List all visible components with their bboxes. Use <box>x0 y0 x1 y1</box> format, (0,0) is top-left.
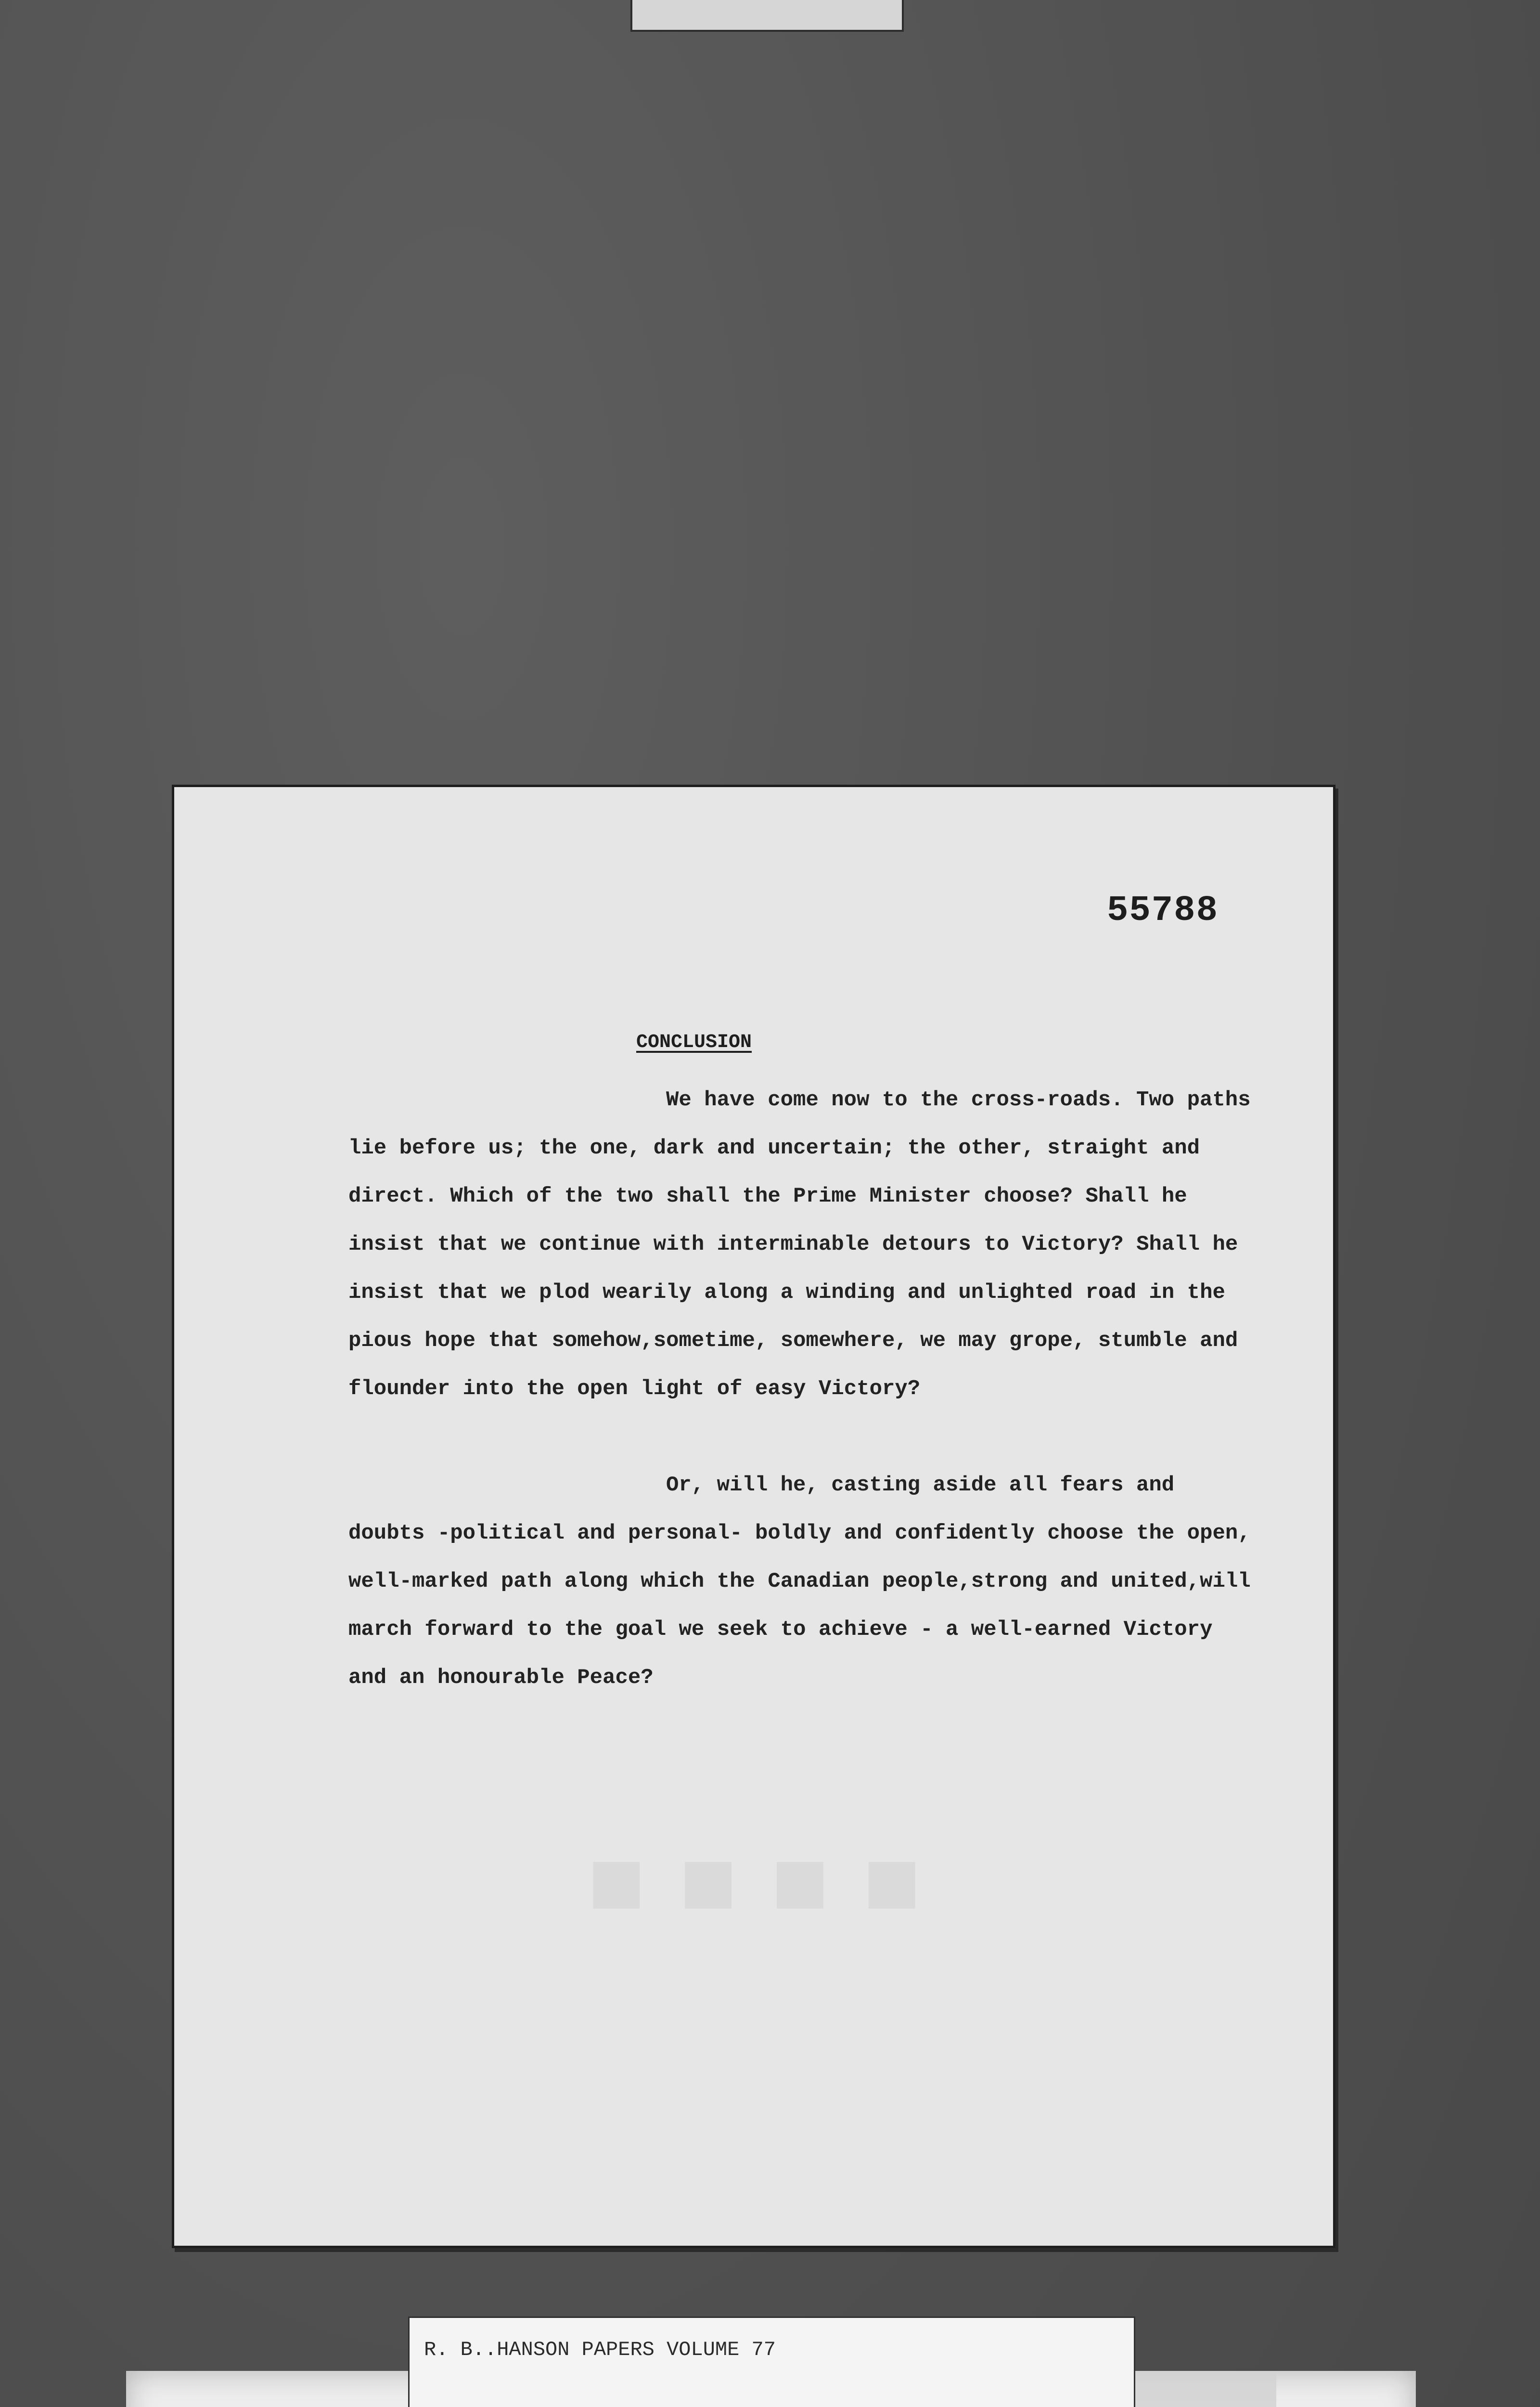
document-page <box>174 787 1333 2246</box>
paper-watermark: ■ ■ ■ ■ <box>582 1829 921 1935</box>
collection-label <box>408 2316 1135 2407</box>
paragraph-2-body: doubts -political and personal- boldly and confidently choose the open, well-marked path along which the Canadian people,strong and united,will march forward to the goal we seek to achieve - a well-earned Victory and an honourable Peace? <box>348 1521 1251 1690</box>
paragraph-1-first-line: We have come now to the cross-roads. <box>666 1088 1124 1112</box>
top-clip <box>630 0 904 32</box>
section-heading: CONCLUSION <box>636 1032 752 1053</box>
paragraph-1 <box>348 1076 1263 1413</box>
paragraph-2 <box>348 1461 1263 1702</box>
paragraph-1-body: Two paths lie before us; the one, dark and uncertain; the other, straight and direct. Which of the two shall the Prime Minister choose? Shall he insist that we continue with interminable detours to Victory? Shall he insist that we plod wearily along a winding and unlighted road in the pious hope that somehow,sometime, somewhere, we may grope, stumble and flounder into the open light of easy Victory? <box>348 1088 1251 1401</box>
page-number: 55788 <box>1106 891 1219 931</box>
paragraph-2-first-line: Or, will he, casting aside all fears and <box>666 1473 1175 1497</box>
collection-label-text: R. B..HANSON PAPERS VOLUME 77 <box>424 2338 776 2361</box>
